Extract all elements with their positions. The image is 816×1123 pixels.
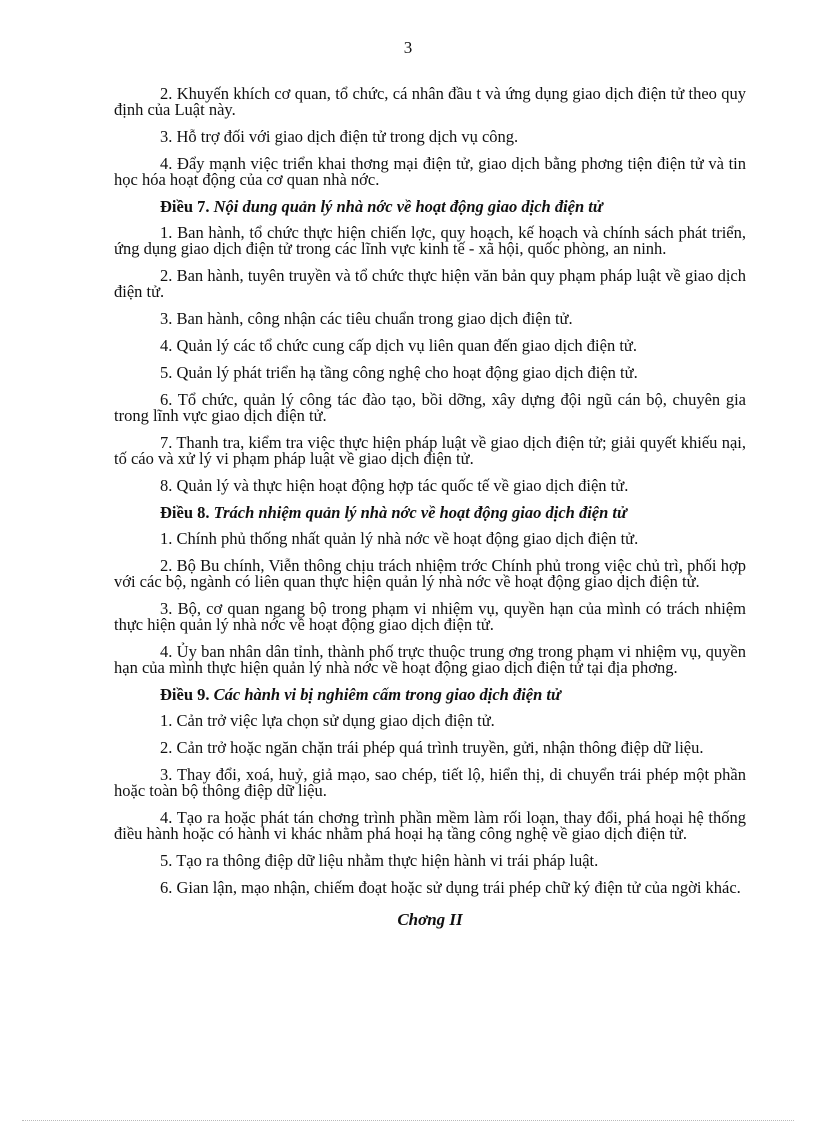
clause-paragraph: 1. Chính phủ thống nhất quản lý nhà nớc về hoạt động giao dịch điện tử.	[160, 529, 639, 548]
clause-paragraph: 5. Tạo ra thông điệp dữ liệu nhằm thực hiện hành vi trái pháp luật.	[160, 851, 599, 870]
clause-paragraph: 1. Ban hành, tổ chức thực hiện chiến lợc, quy hoạch, kế hoạch và chính sách phát triển, ứng dụng giao dịch điện tử trong các lĩnh vực kinh tế - xã hội, quốc phòng, an ninh.	[114, 223, 746, 258]
clause-paragraph: 4. Đẩy mạnh việc triển khai thơng mại điện tử, giao dịch bằng phơng tiện điện tử và tin học hóa hoạt động của cơ quan nhà nớc.	[114, 154, 746, 189]
clause-paragraph: 3. Hỗ trợ đối với giao dịch điện tử trong dịch vụ công.	[160, 127, 519, 146]
clause-paragraph: 4. Tạo ra hoặc phát tán chơng trình phần mềm làm rối loạn, thay đổi, phá hoại hệ thống điều hành hoặc có hành vi khác nhằm phá hoại hạ tầng công nghệ về giao dịch điện tử.	[114, 808, 746, 843]
clause-paragraph: 4. Quản lý các tổ chức cung cấp dịch vụ liên quan đến giao dịch điện tử.	[160, 336, 637, 355]
clause-paragraph: 2. Cản trở hoặc ngăn chặn trái phép quá trình truyền, gửi, nhận thông điệp dữ liệu.	[160, 738, 704, 757]
clause-paragraph: 5. Quản lý phát triển hạ tầng công nghệ cho hoạt động giao dịch điện tử.	[160, 363, 638, 382]
clause-paragraph: 2. Khuyến khích cơ quan, tổ chức, cá nhân đầu t và ứng dụng giao dịch điện tử theo quy định của Luật này.	[114, 84, 746, 119]
chapter-heading: Chơng II	[397, 910, 463, 929]
article-number: Điều 8.	[160, 503, 210, 522]
clause-paragraph: 8. Quản lý và thực hiện hoạt động hợp tác quốc tế về giao dịch điện tử.	[160, 476, 629, 495]
article-title: Nội dung quản lý nhà nớc về hoạt động giao dịch điện tử	[213, 197, 603, 216]
article-list	[114, 86, 746, 896]
article-number: Điều 7.	[160, 197, 210, 216]
clause-paragraph: 1. Cản trở việc lựa chọn sử dụng giao dịch điện tử.	[160, 711, 495, 730]
clause-paragraph: 7. Thanh tra, kiểm tra việc thực hiện pháp luật về giao dịch điện tử; giải quyết khiếu nại, tố cáo và xử lý vi phạm pháp luật về giao dịch điện tử.	[114, 433, 746, 468]
clause-paragraph: 3. Thay đổi, xoá, huỷ, giả mạo, sao chép, tiết lộ, hiển thị, di chuyển trái phép một phần hoặc toàn bộ thông điệp dữ liệu.	[114, 765, 746, 800]
article-title: Các hành vi bị nghiêm cấm trong giao dịch điện tử	[213, 685, 561, 704]
clause-paragraph: 3. Ban hành, công nhận các tiêu chuẩn trong giao dịch điện tử.	[160, 309, 573, 328]
article-title: Trách nhiệm quản lý nhà nớc về hoạt động giao dịch điện tử	[213, 503, 627, 522]
article-heading	[114, 687, 746, 703]
clause-paragraph: 2. Bộ Bu chính, Viễn thông chịu trách nhiệm trớc Chính phủ trong việc chủ trì, phối hợp với các bộ, ngành có liên quan thực hiện quản lý nhà nớc về hoạt động giao dịch điện tử.	[114, 556, 746, 591]
clause-paragraph: 2. Ban hành, tuyên truyền và tổ chức thực hiện văn bản quy phạm pháp luật về giao dịch điện tử.	[114, 266, 746, 301]
article-number: Điều 9.	[160, 685, 210, 704]
article-heading	[114, 199, 746, 215]
page-number: 3	[403, 38, 413, 57]
page-bottom-divider	[22, 1120, 794, 1121]
clause-paragraph: 6. Gian lận, mạo nhận, chiếm đoạt hoặc sử dụng trái phép chữ ký điện tử của ngời khác.	[160, 878, 741, 897]
clause-paragraph: 3. Bộ, cơ quan ngang bộ trong phạm vi nhiệm vụ, quyền hạn của mình có trách nhiệm thực hiện quản lý nhà nớc về hoạt động giao dịch điện tử.	[114, 599, 746, 634]
clause-paragraph: 4. Ủy ban nhân dân tỉnh, thành phố trực thuộc trung ơng trong phạm vi nhiệm vụ, quyền hạn của mình thực hiện quản lý nhà nớc về hoạt động giao dịch điện tử tại địa phơng.	[114, 642, 746, 677]
clause-paragraph: 6. Tổ chức, quản lý công tác đào tạo, bồi dỡng, xây dựng đội ngũ cán bộ, chuyên gia trong lĩnh vực giao dịch điện tử.	[114, 390, 746, 425]
document-body	[114, 86, 746, 928]
article-heading	[114, 505, 746, 521]
